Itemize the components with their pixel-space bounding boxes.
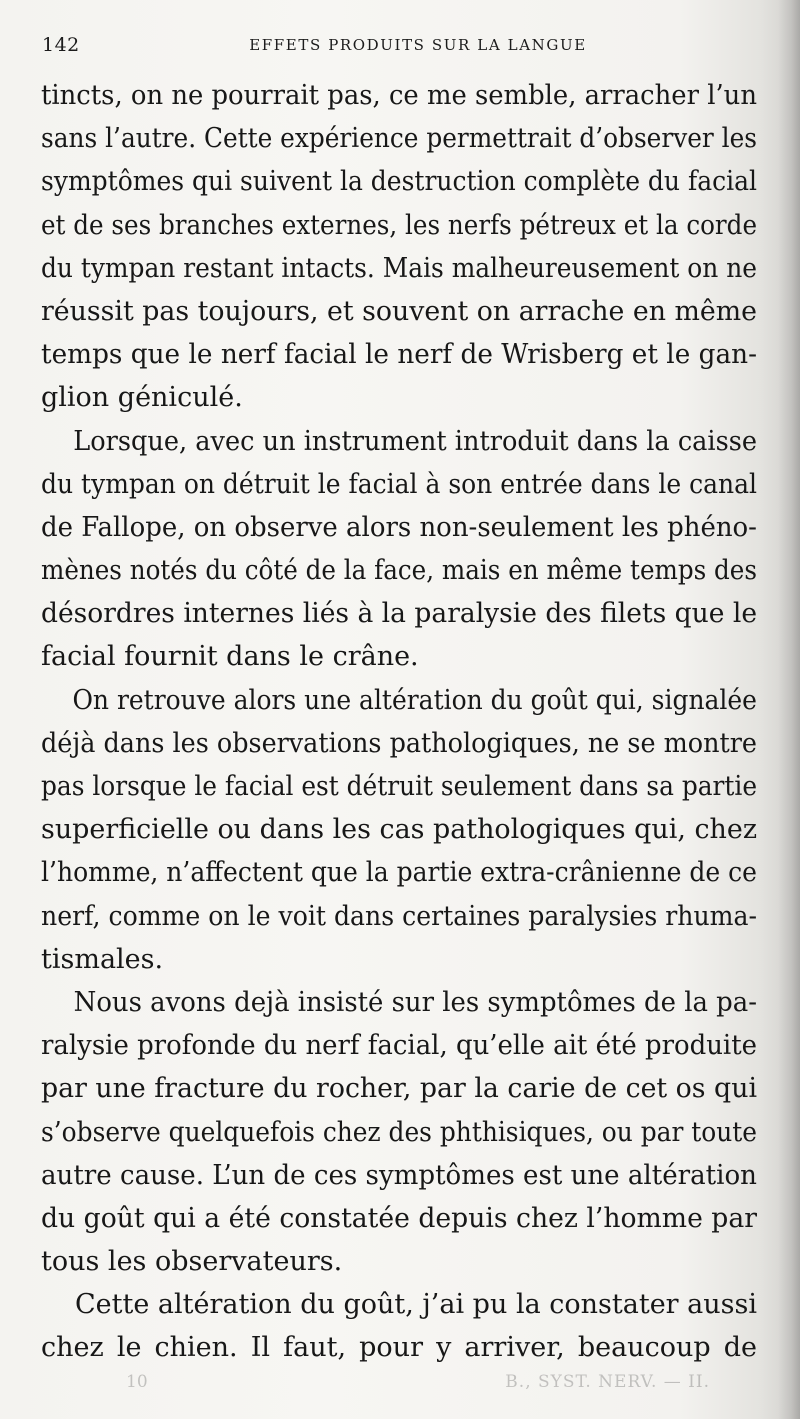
signature-mark: B., SYST. NERV. — II. [505, 1372, 710, 1392]
text-line: tincts, on ne pourrait pas, ce me semble, arracher l’un [41, 80, 757, 111]
running-title: EFFETS PRODUITS SUR LA LANGUE [249, 36, 587, 54]
text-line: tismales. [41, 943, 164, 975]
text-line: temps que le nerf facial le nerf de Wrisberg et le gan- [41, 339, 758, 371]
text-line: glion géniculé. [41, 382, 243, 414]
text-line: mènes notés du côté de la face, mais en même temps des [41, 555, 758, 587]
text-line: du tympan on détruit le facial à son entrée dans le canal [41, 468, 758, 500]
text-line: autre cause. L’un de ces symptômes est une altération [41, 1159, 757, 1191]
text-line: désordres internes liés à la paralysie des filets que le [41, 598, 758, 630]
text-line: tous les observateurs. [41, 1246, 343, 1278]
signature-number: 10 [126, 1372, 148, 1392]
page-gutter-shadow [778, 0, 800, 1419]
text-line: ralysie profonde du nerf facial, qu’elle ait été produite [41, 1030, 758, 1062]
page-number: 142 [42, 34, 80, 56]
text-line: Nous avons dejà insisté sur les symptômes de la pa- [73, 986, 757, 1018]
body-text [41, 74, 757, 1370]
text-line: superficielle ou dans les cas pathologiques qui, chez [41, 814, 758, 846]
text-line: déjà dans les observations pathologiques, ne se montre [41, 727, 757, 759]
text-line: et de ses branches externes, les nerfs pétreux et la corde [41, 209, 758, 241]
text-line: du goût qui a été constatée depuis chez l’homme par [41, 1202, 757, 1234]
page-header [40, 34, 756, 64]
text-line: facial fournit dans le crâne. [41, 641, 419, 673]
page-footer [110, 1372, 730, 1402]
text-line: symptômes qui suivent la destruction complète du facial [41, 166, 758, 198]
text-line: Lorsque, avec un instrument introduit dans la caisse [73, 425, 758, 457]
text-line: On retrouve alors une altération du goût qui, signalée [72, 684, 757, 716]
text-line: sans l’autre. Cette expérience permettrait d’observer les [41, 123, 758, 155]
text-line: par une fracture du rocher, par la carie de cet os qui [41, 1073, 758, 1105]
text-line: de Fallope, on observe alors non-seulement les phéno- [41, 511, 757, 543]
text-line: chez le chien. Il faut, pour y arriver, beaucoup de [41, 1332, 757, 1364]
text-line: du tympan restant intacts. Mais malheureusement on ne [41, 252, 757, 284]
text-line: l’homme, n’affectent que la partie extra-crânienne de ce [41, 857, 757, 889]
text-line: Cette altération du goût, j’ai pu la constater aussi [75, 1289, 757, 1321]
text-line: s’observe quelquefois chez des phthisiques, ou par toute [41, 1116, 758, 1148]
text-line: nerf, comme on le voit dans certaines paralysies rhuma- [41, 900, 758, 932]
text-line: pas lorsque le facial est détruit seulement dans sa partie [41, 771, 758, 802]
text-line: réussit pas toujours, et souvent on arrache en même [41, 295, 758, 327]
